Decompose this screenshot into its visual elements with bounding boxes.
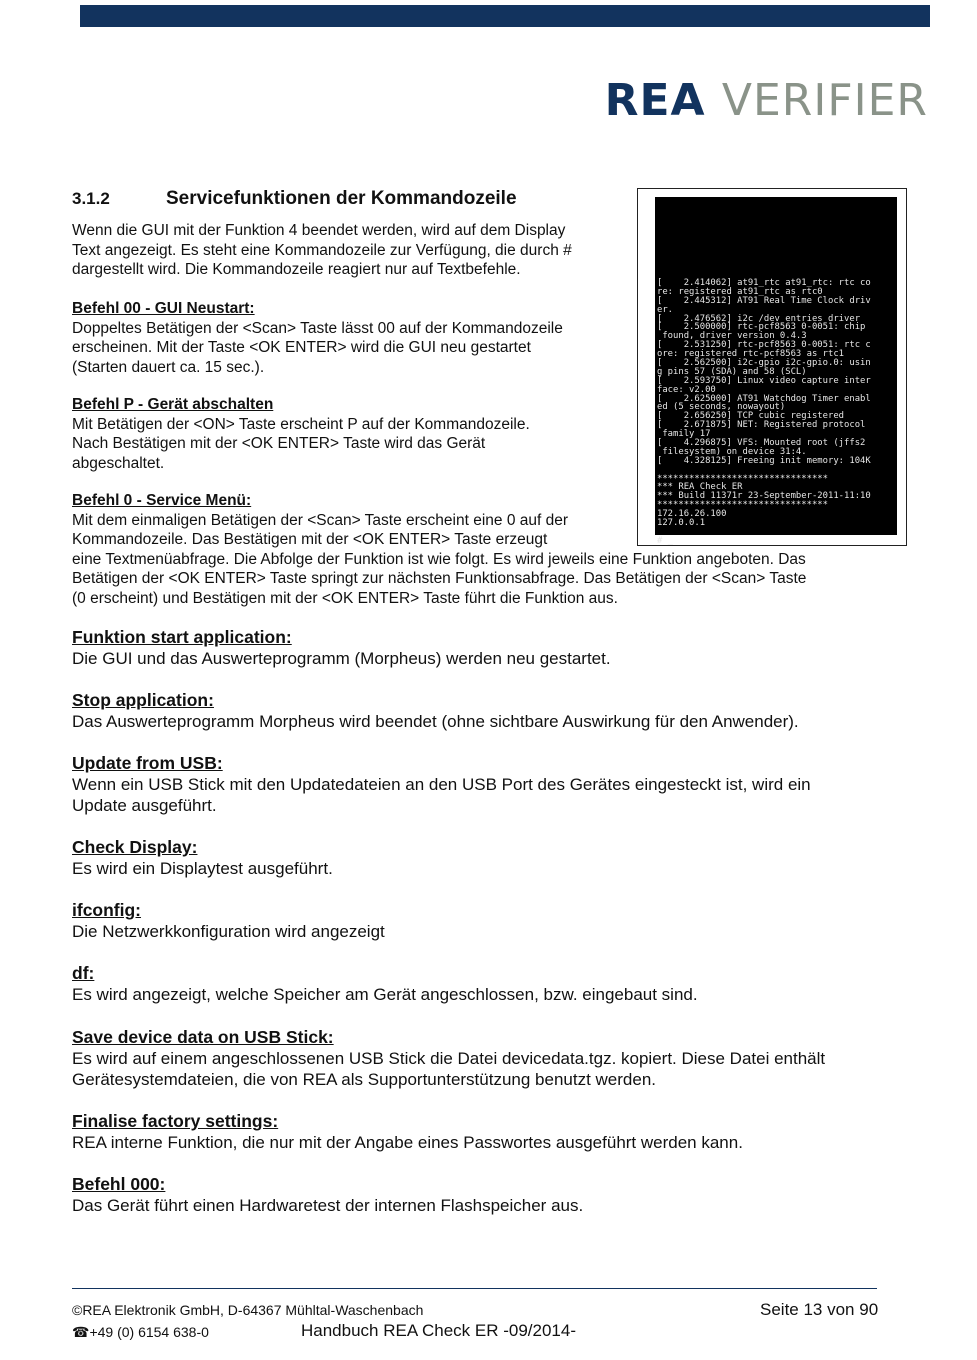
command-0-line: Betätigen der <OK ENTER> Taste springt zur nächsten Funktionsabfrage. Das Betätigen der <Scan> Taste (72, 570, 807, 587)
function-description: Die Netzwerkkonfiguration wird angezeigt (72, 922, 385, 941)
function-description: Das Gerät führt einen Hardwaretest der internen Flashspeicher aus. (72, 1196, 584, 1215)
terminal-screenshot (637, 188, 907, 546)
terminal-line: 127.0.0.1 (657, 518, 706, 529)
logo-rea: REA (604, 75, 706, 126)
command-0-line: Kommandozeile. Das Bestätigen mit der <OK ENTER> Taste erzeugt (72, 531, 548, 548)
terminal-line: [ 4.296875] VFS: Mounted root (jffs2 (657, 438, 866, 449)
terminal-line: ******************************** (657, 473, 828, 484)
command-00-line: erscheinen. Mit der Taste <OK ENTER> wird die GUI neu gestartet (72, 339, 531, 356)
terminal-line: ore: registered rtc-pcf8563 as rtc1 (657, 349, 845, 360)
rea-verifier-logo (605, 76, 928, 126)
function-description: Update ausgeführt. (72, 796, 217, 815)
command-00-block (72, 299, 563, 377)
terminal-line: re: registered at91_rtc as rtc0 (657, 286, 823, 297)
terminal-line: ******************************** (657, 500, 828, 511)
function-heading: ifconfig: (72, 900, 142, 920)
terminal-line: [ 2.414062] at91_rtc at91_rtc: rtc co (657, 278, 871, 288)
function-heading: df: (72, 963, 95, 983)
command-0-line: eine Textmenüabfrage. Die Abfolge der Funktion ist wie folgt. Es wird jeweils eine Funktion angeboten. Das (72, 550, 806, 568)
section-number: 3.1.2 (72, 189, 110, 208)
function-save-device-data (72, 1027, 892, 1090)
function-description: Es wird ein Displaytest ausgeführt. (72, 859, 333, 878)
function-description: Die GUI und das Auswerteprogramm (Morpheus) werden neu gestartet. (72, 649, 611, 668)
command-0-line: Mit dem einmaligen Betätigen der <Scan> Taste erscheint eine 0 auf der (72, 511, 569, 529)
terminal-line: [ 2.476562] i2c /dev entries driver (657, 313, 861, 324)
function-description: Es wird angezeigt, welche Speicher am Gerät angeschlossen, bzw. eingebaut sind. (72, 985, 698, 1004)
terminal-line: [ 2.531250] rtc-pcf8563 0-0051: rtc c (657, 340, 871, 351)
command-0-line: (0 erscheint) und Bestätigen mit der <OK ENTER> Taste führt die Funktion aus. (72, 589, 618, 607)
function-heading: Save device data on USB Stick: (72, 1027, 334, 1047)
function-description: Gerätesystemdateien, die von REA als Supportunterstützung benutzt werden. (72, 1070, 657, 1089)
intro-paragraph (72, 221, 572, 280)
section-heading (72, 188, 517, 210)
section-title: Servicefunktionen der Kommandozeile (166, 188, 517, 209)
intro-line: Wenn die GUI mit der Funktion 4 beendet werden, wird auf dem Display (72, 222, 566, 239)
terminal-line: *** Build 11371r 23-September-2011-11:10 (657, 491, 871, 502)
function-update-from-usb (72, 753, 892, 816)
function-description: Das Auswerteprogramm Morpheus wird beendet (ohne sichtbare Auswirkung für den Anwender). (72, 712, 799, 731)
function-description: REA interne Funktion, die nur mit der Angabe eines Passwortes ausgeführt werden kann. (72, 1133, 743, 1152)
terminal-line: [ 2.625000] AT91 Watchdog Timer enabl (657, 393, 871, 404)
function-description: Wenn ein USB Stick mit den Updatedateien an den USB Port des Gerätes eingesteckt ist, wird ein (72, 775, 811, 794)
intro-line: dargestellt wird. Die Kommandozeile reagiert nur auf Textbefehle. (72, 261, 521, 278)
function-heading: Funktion start application: (72, 627, 292, 647)
command-p-line: Nach Bestätigen mit der <OK ENTER> Taste wird das Gerät (72, 435, 486, 452)
terminal-line: [ 4.328125] Freeing init memory: 104K (657, 455, 871, 466)
function-check-display (72, 837, 892, 879)
function-finalise-factory-settings (72, 1111, 892, 1153)
command-p-line: abgeschaltet. (72, 454, 165, 472)
terminal-line: face: v2.00 (657, 384, 716, 395)
terminal-line: filesystem) on device 31:4. (657, 446, 807, 457)
terminal-line (657, 528, 977, 537)
logo-verifier: VERIFIER (721, 75, 928, 126)
terminal-line: 172.16.26.100 (657, 509, 727, 520)
terminal-line: er. (657, 304, 674, 315)
terminal-line: [ 2.445312] AT91 Real Time Clock driv (657, 295, 871, 306)
terminal-line: *** REA Check ER (657, 482, 743, 493)
terminal-line: [ 2.593750] Linux video capture inter (657, 375, 871, 386)
function-heading: Finalise factory settings: (72, 1111, 279, 1131)
command-0-heading: Befehl 0 - Service Menü: (72, 492, 252, 509)
function-heading: Update from USB: (72, 753, 223, 773)
function-stop-application (72, 690, 892, 732)
command-00-line: (Starten dauert ca. 15 sec.). (72, 358, 265, 376)
terminal-line: family 17 (657, 429, 711, 440)
terminal-line: [ 2.500000] rtc-pcf8563 0-0051: chip (657, 322, 866, 333)
intro-line: Text angezeigt. Es steht eine Kommandozeile zur Verfügung, die durch # (72, 241, 572, 259)
function-befehl-000 (72, 1174, 892, 1216)
function-ifconfig (72, 900, 892, 942)
command-p-line: Mit Betätigen der <ON> Taste erscheint P auf der Kommandozeile. (72, 415, 530, 433)
command-p-heading: Befehl P - Gerät abschalten (72, 396, 274, 413)
function-heading: Check Display: (72, 837, 198, 857)
command-00-line: Doppeltes Betätigen der <Scan> Taste lässt 00 auf der Kommandozeile (72, 319, 563, 337)
terminal-line: [ 2.656250] TCP cubic registered (657, 411, 845, 422)
footer-divider (72, 1288, 877, 1289)
function-heading: Befehl 000: (72, 1174, 166, 1194)
terminal-line: # _ (657, 535, 674, 546)
footer-page-number: Seite 13 von 90 (760, 1300, 879, 1319)
footer-phone: ☎+49 (0) 6154 638-0 (72, 1324, 209, 1340)
terminal-line: ed (5 seconds, nowayout) (657, 402, 786, 413)
footer-manual-title: Handbuch REA Check ER -09/2014- (301, 1321, 576, 1340)
function-description: Es wird auf einem angeschlossenen USB Stick die Datei devicedata.tgz. kopiert. Diese Datei enthält (72, 1049, 826, 1068)
terminal-screen (655, 197, 897, 546)
header-bar (80, 5, 930, 27)
command-p-block (72, 395, 530, 473)
command-00-heading: Befehl 00 - GUI Neustart: (72, 300, 255, 317)
footer-company: ©REA Elektronik GmbH, D-64367 Mühltal-Waschenbach (72, 1302, 424, 1318)
terminal-line: [ 2.562500] i2c-gpio i2c-gpio.0: usin (657, 358, 871, 369)
function-start-application (72, 627, 892, 669)
function-heading: Stop application: (72, 690, 214, 710)
terminal-line: g pins 57 (SDA) and 58 (SCL) (657, 366, 807, 377)
terminal-line: found, driver version 0.4.3 (657, 331, 807, 342)
function-df (72, 963, 892, 1005)
terminal-line: [ 2.671875] NET: Registered protocol (657, 420, 866, 431)
terminal-output (657, 279, 977, 546)
